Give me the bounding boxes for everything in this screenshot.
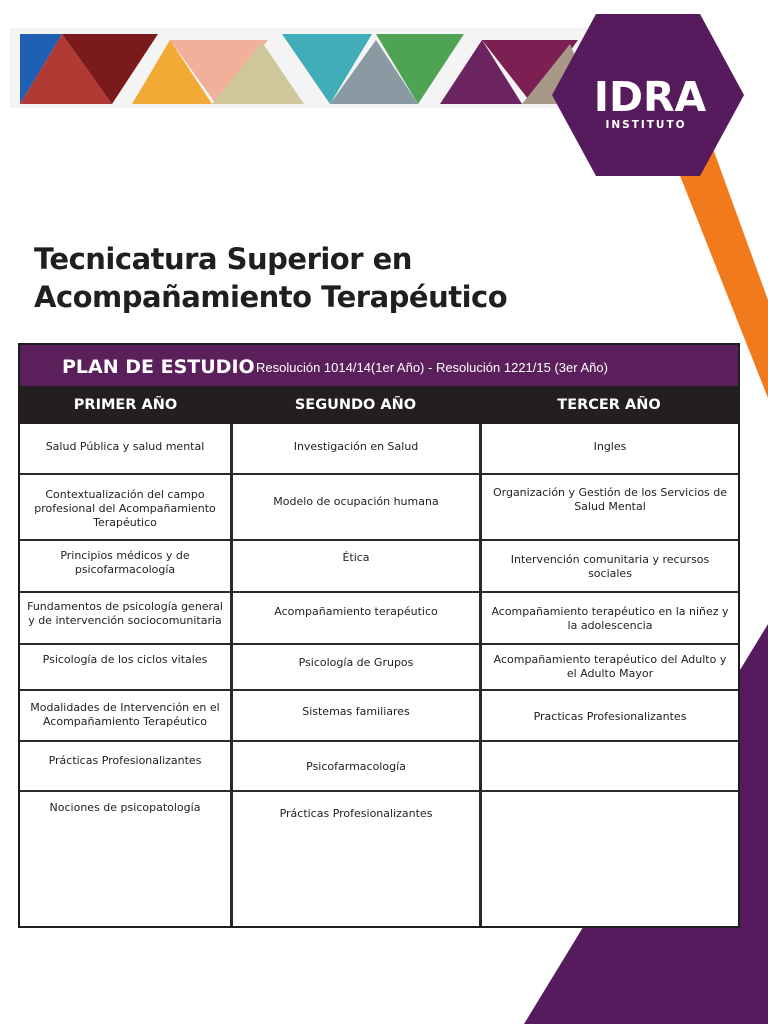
subject-cell-first-year: Nociones de psicopatología: [49, 801, 201, 814]
subject-cell-second-year: Sistemas familiares: [302, 705, 410, 718]
subject-cell-first-year: Principios médicos y de psicofarmacología: [60, 549, 190, 576]
subject-cell-first-year: Fundamentos de psicología general y de intervención sociocomunitaria: [27, 600, 223, 627]
subjects-grid: [20, 424, 738, 926]
column-header-third-year: TERCER AÑO: [557, 397, 661, 413]
subject-cell-third-year: Acompañamiento terapéutico en la niñez y la adolescencia: [491, 605, 729, 632]
subject-cell-second-year: Psicofarmacología: [306, 760, 406, 773]
column-headers: [20, 386, 738, 424]
page-title-line-2: Acompañamiento Terapéutico: [34, 280, 508, 314]
subject-cell-third-year: [482, 791, 738, 926]
plan-header: [20, 345, 738, 386]
subject-cell-first-year: Contextualización del campo profesional del Acompañamiento Terapéutico: [34, 488, 216, 529]
plan-resolution: Resolución 1014/14(1er Año) - Resolución 1221/15 (3er Año): [256, 360, 608, 375]
column-divider: [230, 424, 233, 926]
study-plan-table: [18, 343, 740, 928]
subject-cell-third-year: Acompañamiento terapéutico del Adulto y el Adulto Mayor: [493, 653, 727, 680]
subject-cell-second-year: Ética: [342, 551, 370, 564]
subject-cell-second-year: Psicología de Grupos: [298, 656, 414, 669]
subject-cell-third-year: Ingles: [593, 440, 627, 453]
subject-cell-third-year: Intervención comunitaria y recursos sociales: [510, 553, 710, 580]
column-divider: [479, 424, 482, 926]
subject-cell-third-year: [482, 741, 738, 791]
subject-cell-third-year: Organización y Gestión de los Servicios de Salud Mental: [492, 486, 728, 513]
subject-cell-first-year: Salud Pública y salud mental: [45, 440, 205, 453]
subject-cell-first-year: Prácticas Profesionalizantes: [48, 754, 202, 767]
column-header-first-year: PRIMER AÑO: [73, 397, 178, 413]
subject-cell-first-year: Modalidades de Intervención en el Acompañamiento Terapéutico: [30, 701, 220, 728]
subject-cell-second-year: Acompañamiento terapéutico: [274, 605, 438, 618]
page-title-line-1: Tecnicatura Superior en: [34, 242, 412, 276]
logo-wordmark: IDRA: [593, 73, 707, 121]
subject-cell-second-year: Investigación en Salud: [293, 440, 419, 453]
page-title: [34, 240, 507, 316]
column-header-second-year: SEGUNDO AÑO: [294, 397, 417, 413]
subject-cell-second-year: Prácticas Profesionalizantes: [279, 807, 433, 820]
logo-subtitle: INSTITUTO: [605, 119, 687, 131]
plan-heading: PLAN DE ESTUDIO: [62, 356, 255, 378]
subject-cell-second-year: Modelo de ocupación humana: [273, 495, 439, 508]
subject-cell-third-year: Practicas Profesionalizantes: [533, 710, 687, 723]
subject-cell-first-year: Psicología de los ciclos vitales: [42, 653, 208, 666]
